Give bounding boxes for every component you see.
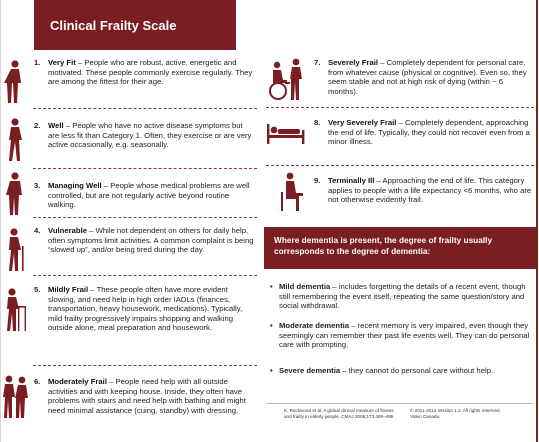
item-number: 6.	[34, 377, 41, 386]
person-wheelchair-icon	[266, 58, 306, 100]
page-title: Clinical Frailty Scale	[50, 17, 177, 33]
item-name: Very Severely Frail	[328, 118, 397, 127]
item-text: – People need help with all outside activities and with keeping house. Inside, they often have problems with stairs and need help with bathing and might need minimal assistance (cuing, standby) with dressing.	[48, 377, 246, 415]
divider	[33, 108, 257, 109]
right-border	[536, 0, 538, 442]
title-banner	[34, 0, 236, 50]
item-number: 5.	[34, 285, 41, 294]
item-text: – Completely dependent, approaching the end of life. Typically, they could not recover even from a minor illness.	[328, 118, 530, 147]
person-standing-icon-3	[2, 172, 28, 216]
item-number: 2.	[34, 121, 41, 130]
footer-copyright: © 2011-2012 Version 1.2. All rights reserved. Video Canada.	[410, 408, 501, 419]
item-name: Severely Frail	[328, 58, 379, 67]
item-number: 1.	[34, 58, 41, 67]
divider	[33, 275, 257, 276]
footer-citation: K. Rockwood et al. A global clinical measure of fitness and frailty in elderly people. CMAJ 2005;173:489–495	[284, 408, 394, 419]
item-name: Moderately Frail	[48, 377, 107, 386]
item-text: – While not dependent on others for daily help, often symptoms limit activities. A common complaint is being “slowed up”, and/or being tired during the day.	[48, 226, 254, 255]
item-number: 7.	[314, 58, 321, 67]
item-text: – These people often have more evident slowing, and need help in high order IADLs (finances, transportation, heavy housework, medications). Typically, mild frailty progressively impairs shopping and walking outside alone, meal preparation and housework.	[48, 285, 243, 333]
item-name: Mildly Frail	[48, 285, 89, 294]
person-assisted-icon	[0, 375, 32, 419]
dementia-banner	[264, 227, 536, 269]
bullet: •	[270, 321, 273, 330]
item-number: 3.	[34, 181, 41, 190]
divider	[266, 165, 534, 166]
item-number: 8.	[314, 118, 321, 127]
person-cane-icon	[2, 228, 28, 272]
item-name: Managing Well	[48, 181, 102, 190]
dementia-banner-text: Where dementia is present, the degree of frailty usually corresponds to the degree of dementia:	[274, 235, 493, 256]
bullet: •	[270, 366, 273, 375]
item-name: Terminally Ill	[328, 176, 375, 185]
item-text: – People who are robust, active, energetic and motivated. These people commonly exercise regularly. They are among the fittest for their age.	[48, 58, 253, 87]
footer-rule	[266, 403, 534, 404]
item-text: – People whose medical problems are well controlled, but are not regularly active beyond routine walking.	[48, 181, 250, 210]
person-walker-icon	[2, 288, 28, 332]
dementia-text: – recent memory is very impaired, even though they seemingly can remember their past life events well. They can do personal care with prompting.	[279, 321, 530, 350]
person-bed-icon	[266, 120, 306, 146]
divider	[33, 217, 257, 218]
bullet: •	[270, 282, 273, 291]
dementia-name: Severe dementia	[279, 366, 341, 375]
item-name: Vulnerable	[48, 226, 88, 235]
item-text: – Approaching the end of life. This category applies to people with a life expectancy <6 months, who are not otherwise evidently frail.	[328, 176, 532, 205]
person-standing-icon	[2, 60, 28, 104]
item-text: – People who have no active disease symptoms but are less fit than Category 1. Often, they exercise or are very active occasionally, e.g. seasonally.	[48, 121, 252, 150]
dementia-name: Mild dementia	[279, 282, 331, 291]
item-name: Well	[48, 121, 64, 130]
dementia-text: – includes forgetting the details of a recent event, though still remembering the event itself, repeating the same question/story and social withdrawal.	[279, 282, 526, 311]
item-number: 4.	[34, 226, 41, 235]
item-text: – Completely dependent for personal care, from whatever cause (physical or cognitive). Even so, they seem stable and not at high risk of dying (within ~ 6 months).	[328, 58, 527, 96]
item-name: Very Fit	[48, 58, 76, 67]
person-walking-icon	[2, 118, 28, 162]
divider	[266, 107, 534, 108]
dementia-text: – they cannot do personal care without help.	[340, 366, 494, 375]
dementia-name: Moderate dementia	[279, 321, 350, 330]
divider	[33, 365, 257, 366]
person-sitting-icon	[280, 172, 306, 212]
divider	[33, 168, 257, 169]
item-number: 9.	[314, 176, 321, 185]
